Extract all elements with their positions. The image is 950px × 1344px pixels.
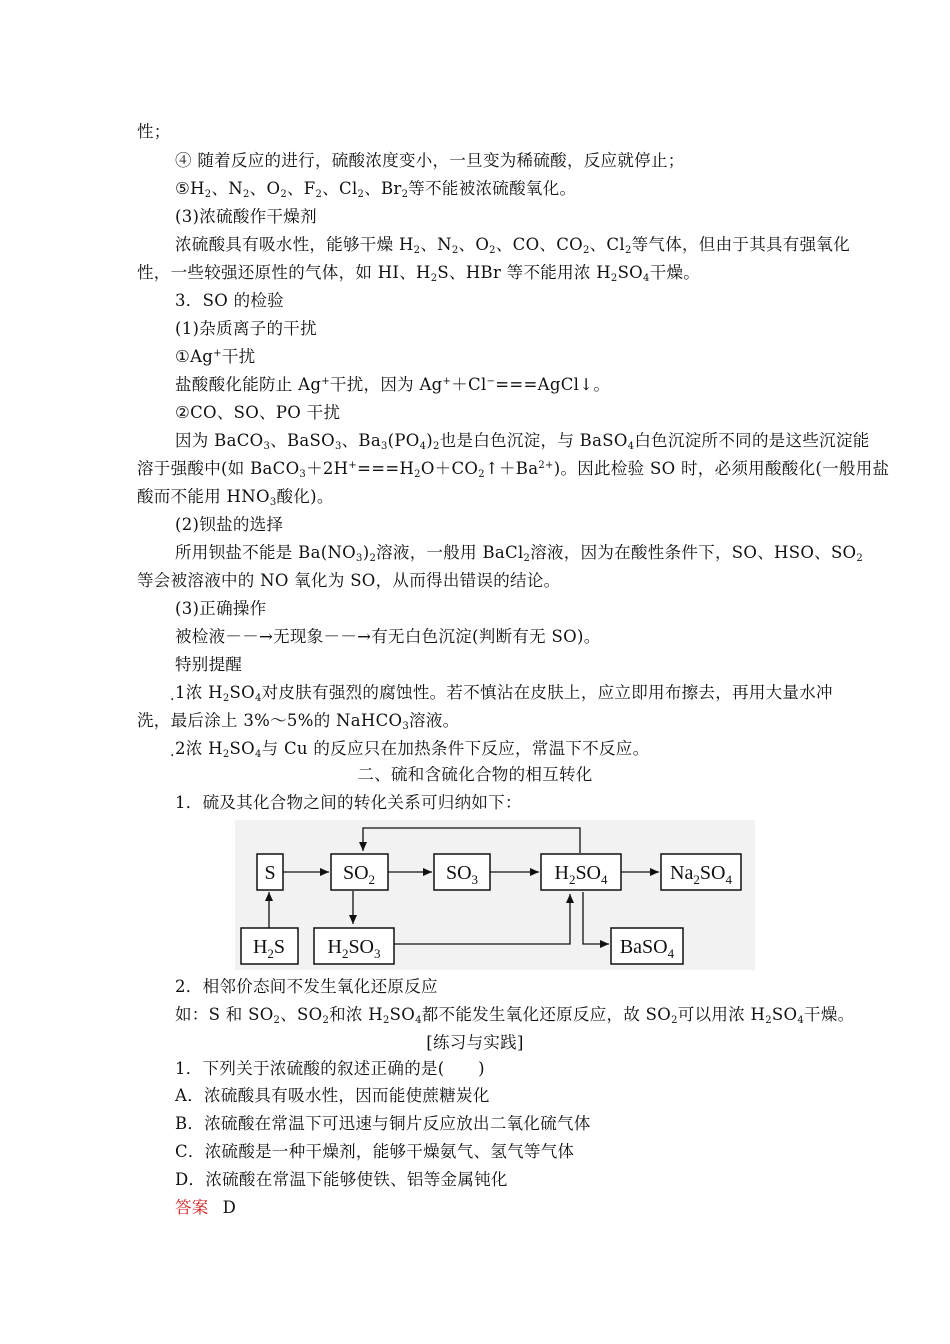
option-d: D．浓硫酸在常温下能够使铁、铝等金属钝化 [175, 1170, 508, 1189]
text-line: 洗，最后涂上 3%～5%的 NaHCO$_3$溶液。 [137, 711, 460, 732]
section-heading: 特别提醒 [175, 655, 243, 674]
node-so3 [434, 854, 490, 890]
text-line: ①Ag+干扰 [175, 347, 256, 366]
text-line: 如：S 和 $SO_2$、$SO_2$和浓 $H_2SO_4$都不能发生氧化还原反应，故 $SO_2$可以用浓 $H_2SO_4$干燥。 [175, 1005, 855, 1026]
section-heading: (1)杂质离子的干扰 [175, 319, 317, 338]
svg-text:H2SO3: $H_2SO_3$ [327, 936, 381, 961]
text-line: 等会被溶液中的 NO 氧化为 SO，从而得出错误的结论。 [137, 571, 561, 590]
answer-label: 答案 [175, 1198, 209, 1217]
question-stem: 1．下列关于浓硫酸的叙述正确的是( ) [175, 1059, 485, 1078]
svg-text:BaSO4: BaSO$_4$ [619, 936, 675, 961]
section-heading: (3)正确操作 [175, 599, 267, 618]
bullet-dot: . [170, 744, 175, 760]
svg-text:Na2SO4: $Na_2SO_4$ [670, 862, 732, 887]
text-line: 所用钡盐不能是 $Ba(NO_3)_2$溶液，一般用 BaCl$_2$溶液，因为在酸性条件下，SO、HSO、$SO_2$ [175, 543, 864, 564]
node-so2 [331, 854, 388, 890]
svg-text:H2SO4: $H_2SO_4$ [554, 862, 608, 887]
option-c: C．浓硫酸是一种干燥剂，能够干燥氨气、氢气等气体 [175, 1142, 575, 1161]
node-na2so4 [661, 854, 741, 890]
sulfur-conversion-diagram [235, 820, 755, 970]
text-line: 1．硫及其化合物之间的转化关系可归纳如下： [175, 793, 522, 812]
svg-text:SO2: $SO_2$ [342, 862, 376, 887]
section-title: 二、硫和含硫化合物的相互转化 [357, 765, 593, 784]
node-baso4 [611, 928, 683, 964]
bullet-dot: . [170, 688, 175, 704]
option-b: B．浓硫酸在常温下可迅速与铜片反应放出二氧化硫气体 [175, 1114, 591, 1133]
text-line: ④ 随着反应的进行，硫酸浓度变小，一旦变为稀硫酸，反应就停止； [175, 151, 685, 170]
section-heading: (3)浓硫酸作干燥剂 [175, 207, 317, 226]
option-a: A．浓硫酸具有吸水性，因而能使蔗糖炭化 [175, 1086, 490, 1105]
text-line: $⑤H_2$、$N_2$、$O_2$、$F_2$、$Cl_2$、$Br_2$等不能被浓硫酸氧化。 [175, 179, 577, 200]
section-title: [练习与实践] [426, 1033, 524, 1052]
answer-value: D [222, 1198, 237, 1217]
section-heading: (2)钡盐的选择 [175, 515, 284, 534]
text-line: 溶于强酸中(如 $BaCO_3+2H^+===H_2O+CO_2↑+Ba^{2+}$)。因此检验 SO 时，必须用酸酸化(一般用盐 [137, 459, 890, 480]
svg-text:S: S [264, 862, 276, 884]
text-line: 2．相邻价态间不发生氧化还原反应 [175, 977, 438, 996]
text-line: 浓硫酸具有吸水性，能够干燥 $H_2$、$N_2$、$O_2$、CO、$CO_2$、$Cl_2$等气体，但由于其具有强氧化 [175, 235, 851, 256]
text-line: 酸而不能用 $HNO_3$酸化)。 [137, 487, 334, 508]
svg-text:H2S: $H_2S$ [252, 936, 286, 961]
text-line: 盐酸酸化能防止 Ag+干扰，因为 Ag+＋Cl−===AgCl↓。 [175, 375, 611, 394]
text-line: ②CO、SO、PO 干扰 [175, 403, 341, 422]
node-h2so4 [541, 854, 621, 890]
text-line: 性； [137, 122, 171, 141]
section-heading: 3．SO 的检验 [175, 291, 284, 310]
node-h2so3 [314, 928, 394, 964]
text-line: 2浓 $H_2SO_4$与 Cu 的反应只在加热条件下反应，常温下不反应。 [175, 739, 650, 760]
text-line: 性，一些较强还原性的气体，如 HI、$H_2S$、HBr 等不能用浓 $H_2SO_4$干燥。 [137, 263, 701, 284]
answer-line [175, 1197, 236, 1219]
node-s [257, 854, 283, 890]
node-h2s [241, 928, 298, 964]
text-line: 被检液－－→无现象－－→有无白色沉淀(判断有无 SO)。 [175, 627, 601, 646]
text-line: 1浓 $H_2SO_4$对皮肤有强烈的腐蚀性。若不慎沾在皮肤上，应立即用布擦去，再用大量水冲 [175, 683, 833, 704]
text-line: 因为 BaCO$_3$、BaSO$_3$、$Ba_3(PO_4)_2$也是白色沉淀，与 BaSO$_4$白色沉淀所不同的是这些沉淀能 [175, 431, 870, 452]
svg-text:SO3: $SO_3$ [445, 862, 479, 887]
